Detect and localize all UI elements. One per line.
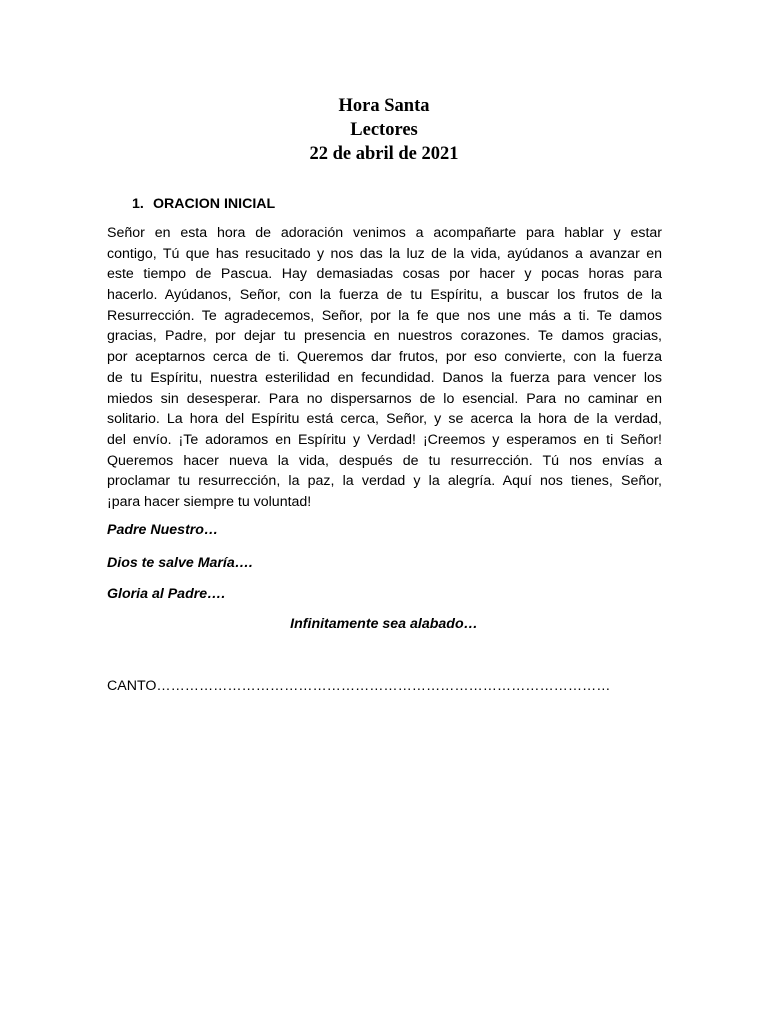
prayer-line: del envío. ¡Te adoramos en Espíritu y Verdad! ¡Creemos y esperamos en ti Señor! — [107, 431, 662, 448]
document-date: 22 de abril de 2021 — [309, 144, 459, 164]
prayer-line: ¡para hacer siempre tu voluntad! — [107, 493, 312, 510]
canto-label: CANTO — [107, 678, 157, 694]
prayer-line: gracias, Padre, por dejar tu presencia en nuestros corazones. Te damos gracias, — [107, 328, 662, 345]
canto-dots: …………………………………………………………………………………… — [156, 678, 611, 694]
prayer-line: este tiempo de Pascua. Hay demasiadas cosas por hacer y pocas horas para — [107, 266, 662, 283]
ave-maria: Dios te salve María…. — [107, 555, 253, 571]
prayer-line: miedos sin desesperar. Para no dispersarnos de lo esencial. Para no caminar en — [107, 390, 662, 407]
prayer-line: hacerlo. Ayúdanos, Señor, con la fuerza de tu Espíritu, a buscar los frutos de la — [107, 287, 662, 304]
opening-prayer-text — [107, 223, 662, 513]
section-number: 1. — [132, 196, 144, 212]
prayer-line: contigo, Tú que has resucitado y nos das la luz de la vida, ayúdanos a avanzar en — [107, 245, 662, 262]
prayer-line: proclamar tu resurrección, la paz, la verdad y la alegría. Aquí nos tienes, Señor, — [107, 473, 662, 490]
prayer-line: Queremos hacer nueva la vida, después de tu resurrección. Tú nos envías a — [107, 452, 662, 469]
section-heading — [132, 195, 275, 213]
prayer-line: Resurrección. Te agradecemos, Señor, por la fe que nos une más a ti. Te damos — [107, 307, 662, 324]
title-block — [0, 94, 768, 166]
canto-line — [107, 677, 610, 695]
padre-nuestro: Padre Nuestro… — [107, 522, 219, 538]
document-subtitle: Lectores — [350, 120, 418, 140]
section-title: ORACION INICIAL — [153, 196, 276, 212]
prayer-line: por aceptarnos cerca de ti. Queremos dar frutos, por eso convierte, con la fuerza — [107, 349, 662, 366]
infinitamente-sea-alabado: Infinitamente sea alabado… — [290, 616, 478, 632]
prayer-line: de tu Espíritu, nuestra esterilidad en fecundidad. Danos la fuerza para vencer los — [107, 369, 662, 386]
prayer-line: Señor en esta hora de adoración venimos a acompañarte para hablar y estar — [107, 225, 662, 241]
gloria-al-padre: Gloria al Padre…. — [107, 586, 226, 602]
prayer-line: solitario. La hora del Espíritu está cerca, Señor, y se acerca la hora de la verdad, — [107, 411, 662, 428]
document-title: Hora Santa — [338, 96, 430, 116]
